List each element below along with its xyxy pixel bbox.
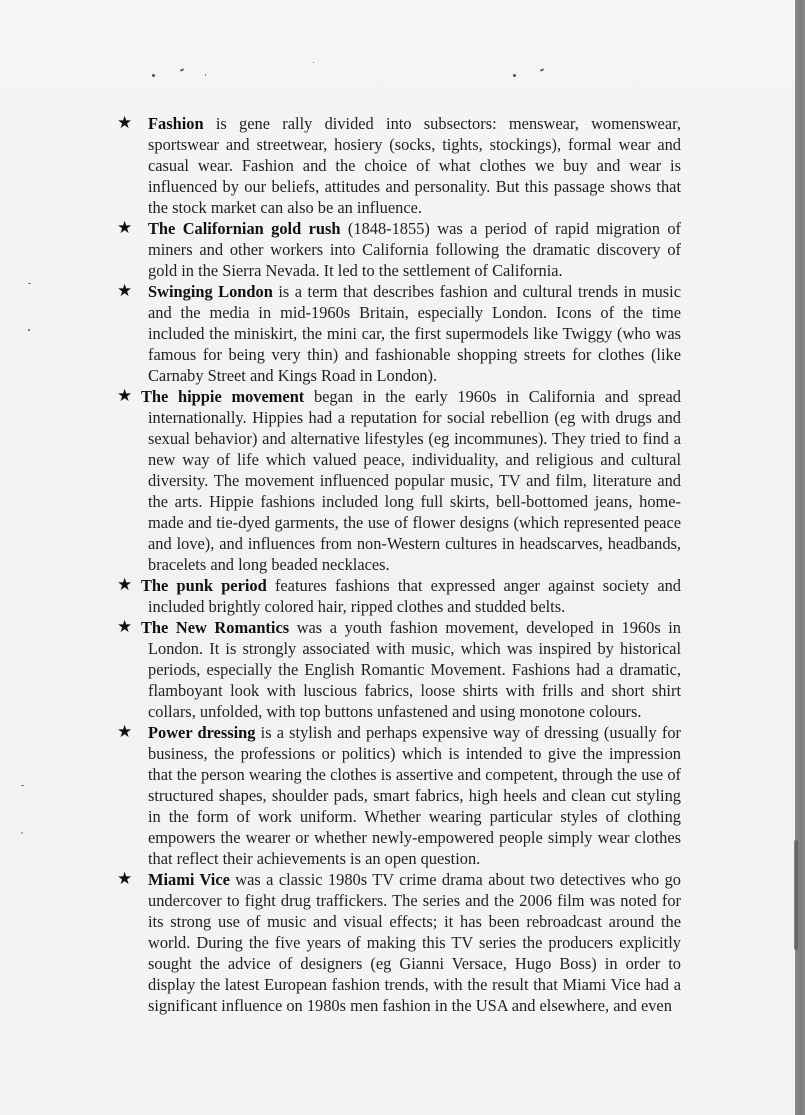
star-bullet-icon: ★ (117, 722, 133, 742)
glossary-text: is a stylish and perhaps expensive way of dressing (usually for business, the professions or politics) which is intended to give the impression that the person wearing the clothes is assertive and competent, through the use of structured shapes, shoulder pads, smart fabrics, high heels and clean cut styling in the form of work uniform. Whether wearing particular styles of clothing empowers the wearer or whether newly-empowered people simply wear clothes that reflect their achievements is an open question. (148, 723, 682, 868)
glossary-text: is gene rally divided into subsectors: menswear, womenswear, sportswear and streetwear, hosiery (socks, tights, stockings), formal wear and casual wear. Fashion and the choice of what clothes we buy and wear is influenced by our beliefs, attitudes and personality. But this passage shows that the stock market can also be an influence. (148, 114, 681, 217)
glossary-item-punk-period (117, 575, 681, 617)
scan-speck (513, 74, 516, 77)
glossary-term: Fashion (148, 114, 204, 133)
star-bullet-icon: ★ (117, 218, 133, 238)
glossary-term: Swinging London (148, 282, 273, 301)
glossary-text: (1848-1855) was a period of rapid migration of miners and other workers into California following the dramatic discovery of gold in the Sierra Nevada. It led to the settlement of California. (148, 219, 681, 280)
glossary-text: was a classic 1980s TV crime drama about two detectives who go undercover to fight drug traffickers. The series and the 2006 film was noted for its strong use of music and visual effects; it has been rebroadcast around the world. During the five years of making this TV series the producers explicitly sought the advice of designers (eg Gianni Versace, Hugo Boss) in order to display the latest European fashion trends, with the result that Miami Vice had a significant influence on 1980s men fashion in the USA and elsewhere, and even (148, 870, 681, 1015)
glossary-item-new-romantics (117, 617, 681, 722)
star-bullet-icon: ★ (117, 617, 133, 637)
scan-speck (28, 283, 31, 284)
glossary-item-hippie-movement (117, 386, 681, 575)
scan-speck (21, 785, 24, 786)
glossary-item-fashion (117, 113, 681, 218)
glossary-list (117, 113, 681, 1016)
scan-speck (21, 832, 23, 834)
glossary-text: is a term that describes fashion and cultural trends in music and the media in mid-1960s Britain, especially London. Icons of the time included the miniskirt, the mini car, the first supermodels like Twiggy (who was famous for being very thin) and fashionable shopping streets for clothes (like Carnaby Street and Kings Road in London). (148, 282, 681, 385)
scan-speck (28, 329, 30, 331)
glossary-term: The Californian gold rush (148, 219, 341, 238)
scan-speck (540, 68, 544, 72)
glossary-term: The hippie movement (141, 387, 305, 406)
glossary-term: The New Romantics (141, 618, 290, 637)
star-bullet-icon: ★ (117, 386, 133, 406)
glossary-text: features fashions that expressed anger against society and included brightly colored hair, ripped clothes and studded belts. (148, 576, 681, 616)
glossary-item-gold-rush (117, 218, 681, 281)
scan-speck (180, 68, 184, 72)
glossary-item-swinging-london (117, 281, 681, 386)
glossary-term: Miami Vice (148, 870, 230, 889)
scanner-edge-shadow (794, 840, 798, 950)
glossary-term: Power dressing (148, 723, 256, 742)
scan-speck (205, 74, 206, 76)
glossary-item-power-dressing (117, 722, 681, 869)
star-bullet-icon: ★ (117, 113, 133, 133)
glossary-text: was a youth fashion movement, developed in 1960s in London. It is strongly associated with music, which was inspired by historical periods, especially the English Romantic Movement. Fashions had a dramatic, flamboyant look with luscious fabrics, loose shirts with frills and short shirt collars, unfolded, with top buttons unfastened and using monotone colours. (148, 618, 681, 721)
star-bullet-icon: ★ (117, 575, 133, 595)
glossary-term: The punk period (141, 576, 267, 595)
glossary-item-miami-vice (117, 869, 681, 1016)
scan-speck (152, 74, 155, 77)
star-bullet-icon: ★ (117, 281, 133, 301)
star-bullet-icon: ★ (117, 869, 133, 889)
glossary-text: began in the early 1960s in California and spread internationally. Hippies had a reputation for social rebellion (eg with drugs and sexual behavior) and alternative lifestyles (eg incommunes). They tried to find a new way of life which valued peace, individuality, and religious and cultural diversity. The movement influenced popular music, TV and film, literature and the arts. Hippie fashions included long full skirts, bell-bottomed jeans, home-made and tie-dyed garments, the use of flower designs (which represented peace and love), and influences from non-Western cultures in headscarves, headbands, bracelets and long beaded necklaces. (148, 387, 681, 574)
scan-speck (313, 62, 314, 63)
